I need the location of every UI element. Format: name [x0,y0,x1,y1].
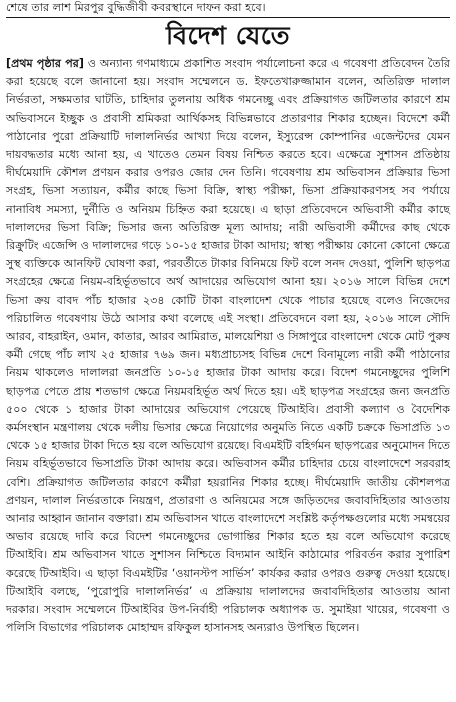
divider-line [6,17,450,18]
article-body [4,55,452,638]
news-clipping [4,0,452,702]
article-body-text: ও অন্যান্য গণমাধ্যমে প্রকাশিত সংবাদ পর্যালোচনা করে এ গবেষণা প্রতিবেদন তৈরি করা হয়েছে বলে জানানো হয়। সংবাদ সম্মেলনে ড. ইফতেখারুজ্জামান বলেন, অতিরিক্ত দালাল নির্ভরতা, সক্ষমতার ঘাটতি, চাহিদার তুলনায় অধিক গমনেচ্ছু এবং প্রক্রিয়াগত জটিলতার কারণে শ্রম অভিবাসনে ইচ্ছুক ও প্রবাসী শ্রমিকরা আর্থিকসহ বিভিন্নভাবে প্রতারণার শিকার হচ্ছেন। বিদেশে কর্মী পাঠানোর পুরো প্রক্রিয়াটি দালালনির্ভর আখ্যা দিয়ে বলেন, ইস্যুরেন্স কোম্পানির এজেন্টদের যেমন দায়বদ্ধতার মধ্যে আনা হয়, এ খাতেও তেমন বিষয় নিশ্চিত করতে হবে। এক্ষেত্রে সুশাসন প্রতিষ্ঠায় দীর্ঘমেয়াদি কৌশল প্রণয়ন করার ওপরও জোর দেন তিনি। গবেষণায় শ্রম অভিবাসন প্রক্রিয়ার ভিসা সংগ্রহ, ভিসা সত্যায়ন, কর্মীর কাছে ভিসা বিক্রি, স্বাস্থ্য পরীক্ষা, ভিসা প্রক্রিয়াকরণসহ সব পর্যায়ে নানাবিধ সমস্যা, দুর্নীতি ও অনিয়ম চিহ্নিত করা হয়েছে। এ ছাড়া প্রতিবেদনে অভিবাসী কর্মীর কাছে দালালদের ভিসা বিক্রি; ভিসার জন্য অতিরিক্ত মূল্য আদায়; নারী অভিবাসী কর্মীদের কাছ থেকে রিক্রুটিং এজেন্সি ও দালালদের গড়ে ১০-১৫ হাজার টাকা আদায়; স্বাস্থ্য পরীক্ষায় কোনো কোনো ক্ষেত্রে সুস্থ ব্যক্তিকে আনফিট ঘোষণা করা, পরবর্তীতে টাকার বিনিময়ে ফিট বলে সনদ দেওয়া, পুলিশি ছাড়পত্র সংগ্রহের ক্ষেত্রে নিয়ম-বহির্ভূতভাবে অর্থ আদায়ের অভিযোগ আনা হয়। ২০১৬ সালে বিভিন্ন দেশে ভিসা ক্রয় বাবদ পাঁচ হাজার ২৩৪ কোটি টাকা বাংলাদেশ থেকে পাচার হয়েছে বলেও নিজেদের পরিচালিত গবেষণায় উঠে আসার কথা বলেছে এই সংস্থা। প্রতিবেদনে বলা হয়, ২০১৬ সালে সৌদি আরব, বাহরাইন, ওমান, কাতার, আরব আমিরাত, মালয়েশিয়া ও সিঙ্গাপুরে বাংলাদেশ থেকে মোট পুরুষ কর্মী গেছে পাঁচ লাখ ২৫ হাজার ৭৬৯ জন। মধ্যপ্রাচ্যসহ বিভিন্ন দেশে বিনামূল্যে নারী কর্মী পাঠানোর নিয়ম থাকলেও দালালরা জনপ্রতি ১০-১৫ হাজার টাকা আদায় করে। বিদেশ গমনেচ্ছুদের পুলিশি ছাড়পত্র পেতে প্রায় শতভাগ ক্ষেত্রে নিয়মবহির্ভূত অর্থ দিতে হয়। এই ছাড়পত্র সংগ্রহের জন্য জনপ্রতি ৫০০ থেকে ১ হাজার টাকা আদায়ের অভিযোগ পেয়েছে টিআইবি। প্রবাসী কল্যাণ ও বৈদেশিক কর্মসংস্থান মন্ত্রণালয় থেকে দলীয় ভিসার ক্ষেত্রে নিয়োগের অনুমতি নিতে একটি চক্রকে ভিসাপ্রতি ১৩ থেকে ১৫ হাজার টাকা দিতে হয় বলে অভিযোগ রয়েছে। বিএমইটি বহির্গমন ছাড়পত্রের অনুমোদন দিতে নিয়ম বহির্ভূতভাবে ভিসাপ্রতি টাকা আদায় করে। অভিবাসন কর্মীর চাহিদার চেয়ে বাংলাদেশে সরবরাহ বেশি। প্রক্রিয়াগত জটিলতার কারণে কর্মীরা হয়রানির শিকার হচ্ছে। দীর্ঘমেয়াদি জাতীয় কৌশলপত্র প্রণয়ন, দালাল নির্ভরতাকে নিয়ন্ত্রণ, প্রতারণা ও অনিয়মের সঙ্গে জড়িতদের জবাবদিহিতার আওতায় আনার আহ্বান জানান বক্তারা। শ্রম অভিবাসন খাতে বাংলাদেশে সংশ্লিষ্ট কর্তৃপক্ষগুলোর মধ্যে সমন্বয়ের অভাব রয়েছে দাবি করে বিদেশ গমনেচ্ছুদের ভোগান্তির শিকার হতে হয় বলে অভিযোগ করেছে টিআইবি। শ্রম অভিবাসন খাতে সুশাসন নিশ্চিতে বিদ্যমান আইনি কাঠামোর পরিবর্তন করার সুপারিশ করেছে টিআইবি। এ ছাড়া বিএমইটির ‘ওয়ানস্টপ সার্ভিস’ কার্যকর করার ওপরও গুরুত্ব দেওয়া হয়েছে। টিআইবি বলছে, ‘পুরোপুরি দালালনির্ভর’ এ প্রক্রিয়ায় দালালদের জবাবদিহিতার আওতায় আনা দরকার। সংবাদ সম্মেলনে টিআইবির উপ-নির্বাহী পরিচালক অধ্যাপক ড. সুমাইয়া খায়ের, গবেষণা ও পলিসি বিভাগের পরিচালক মোহাম্মদ রফিকুল হাসানসহ অন্যরাও উপস্থিত ছিলেন। [6,57,450,635]
article-headline: বিদেশ যেতে [165,21,291,50]
continuation-tag: [প্রথম পৃষ্ঠার পর] [6,57,84,70]
article-paragraph [6,55,450,638]
previous-article-last-line: শেষে তার লাশ মিরপুর বুদ্ধিজীবী কবরস্থানে দাফন করা হবে। [6,1,266,14]
